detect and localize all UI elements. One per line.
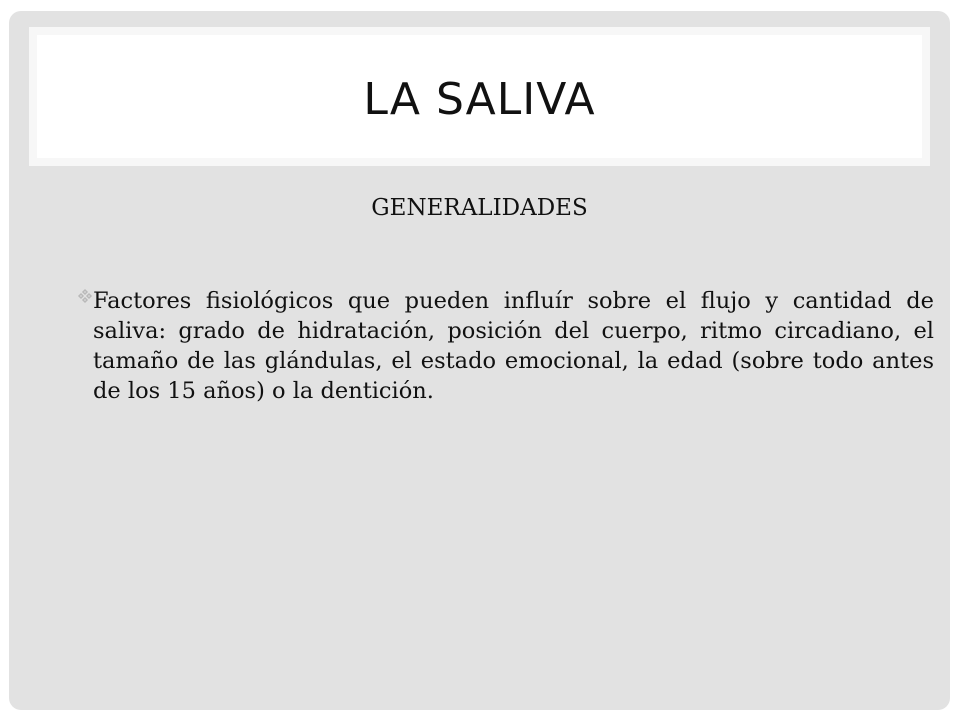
diamond-bullet-icon [77, 288, 93, 304]
title-box [37, 35, 922, 158]
slide-subtitle: GENERALIDADES [371, 195, 588, 221]
bullet-text: Factores fisiológicos que pueden influír sobre el flujo y cantidad de saliva: grado de hidratación, posición del cuerpo, ritmo circadiano, el tamaño de las glándulas, el estado emocional, la edad (sobre todo antes de los 15 años) o la dentición. [93, 288, 934, 404]
slide [9, 11, 950, 710]
slide-title: LA SALIVA [363, 74, 596, 125]
title-bar [29, 27, 930, 166]
bullet-list-item [77, 286, 934, 406]
